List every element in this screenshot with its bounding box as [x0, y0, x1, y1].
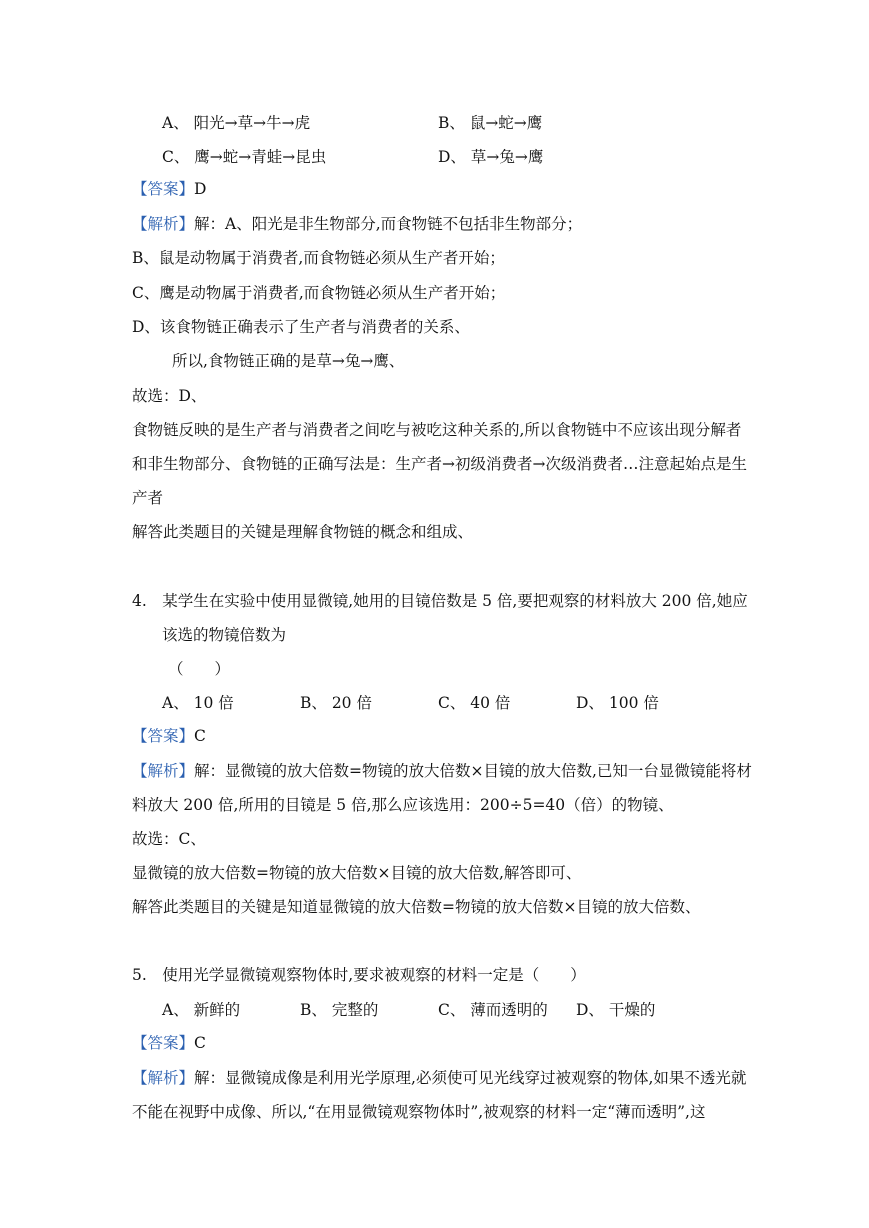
q3-analysis-line: 解答此类题目的关键是理解食物链的概念和组成、 [132, 523, 474, 541]
q5-analysis-line [132, 1067, 809, 1089]
q3-analysis-line: D、该食物链正确表示了生产者与消费者的关系、 [132, 318, 470, 336]
q4-analysis-line: 故选：C、 [132, 830, 206, 848]
analysis-text: 解：显微镜成像是利用光学原理,必须使可见光线穿过被观察的物体,如果不透光就 [194, 1069, 747, 1087]
q5-analysis-line: 不能在视野中成像、所以,“在用显微镜观察物体时”,被观察的材料一定“薄而透明”,这 [132, 1103, 706, 1121]
q4-stem: 4. 某学生在实验中使用显微镜,她用的目镜倍数是 5 倍,要把观察的材料放大 200 倍,她应 [132, 592, 748, 610]
answer-value: C [194, 1034, 206, 1052]
q3-analysis-line: 产者 [132, 489, 164, 507]
q4-answer [132, 725, 809, 747]
q4-analysis-line: 解答此类题目的关键是知道显微镜的放大倍数=物镜的放大倍数×目镜的放大倍数、 [132, 898, 701, 916]
answer-tag: 【答案】 [132, 727, 195, 745]
q4-analysis-line: 料放大 200 倍,所用的目镜是 5 倍,那么应该选用：200÷5=40（倍）的物镜、 [132, 796, 674, 814]
q4-option-a: A、 10 倍 [162, 694, 234, 712]
q5-option-c: C、 薄而透明的 [438, 1001, 548, 1019]
q3-option-c: C、 鹰→蛇→青蛙→昆虫 [162, 148, 327, 166]
q3-analysis-line: 所以,食物链正确的是草→兔→鹰、 [172, 352, 405, 370]
q3-analysis-line: 食物链反映的是生产者与消费者之间吃与被吃这种关系的,所以食物链中不应该出现分解者 [132, 421, 742, 439]
answer-tag: 【答案】 [132, 1034, 195, 1052]
q4-analysis-line [132, 760, 809, 782]
q5-answer [132, 1032, 809, 1054]
q4-option-c: C、 40 倍 [438, 694, 511, 712]
answer-value: C [194, 727, 206, 745]
q4-analysis-line: 显微镜的放大倍数=物镜的放大倍数×目镜的放大倍数,解答即可、 [132, 864, 582, 882]
q3-option-d: D、 草→兔→鹰 [438, 148, 544, 166]
q5-stem: 5. 使用光学显微镜观察物体时,要求被观察的材料一定是（ ） [132, 966, 586, 984]
q4-answer-paren: （ ） [168, 660, 231, 678]
q3-option-a: A、 阳光→草→牛→虎 [162, 114, 311, 132]
q5-option-b: B、 完整的 [300, 1001, 379, 1019]
q3-analysis-line: C、鹰是动物属于消费者,而食物链必须从生产者开始； [132, 284, 506, 302]
q3-analysis-line [132, 213, 809, 235]
analysis-text: 解：显微镜的放大倍数=物镜的放大倍数×目镜的放大倍数,已知一台显微镜能将材 [194, 762, 752, 780]
analysis-text: 解：A、阳光是非生物部分,而食物链不包括非生物部分； [194, 215, 583, 233]
q3-option-b: B、 鼠→蛇→鹰 [438, 114, 543, 132]
q3-analysis-line: 故选：D、 [132, 387, 207, 405]
q4-option-d: D、 100 倍 [576, 694, 659, 712]
answer-tag: 【答案】 [132, 180, 195, 198]
q5-option-d: D、 干燥的 [576, 1001, 656, 1019]
q4-option-b: B、 20 倍 [300, 694, 372, 712]
analysis-tag: 【解析】 [132, 1069, 195, 1087]
q3-analysis-line: 和非生物部分、食物链的正确写法是：生产者→初级消费者→次级消费者…注意起始点是生 [132, 455, 747, 473]
q4-stem-continued: 该选的物镜倍数为 [162, 626, 287, 644]
q3-answer [132, 178, 809, 200]
q3-analysis-line: B、鼠是动物属于消费者,而食物链必须从生产者开始； [132, 249, 505, 267]
answer-value: D [194, 180, 207, 198]
analysis-tag: 【解析】 [132, 762, 195, 780]
analysis-tag: 【解析】 [132, 215, 195, 233]
q5-option-a: A、 新鲜的 [162, 1001, 241, 1019]
